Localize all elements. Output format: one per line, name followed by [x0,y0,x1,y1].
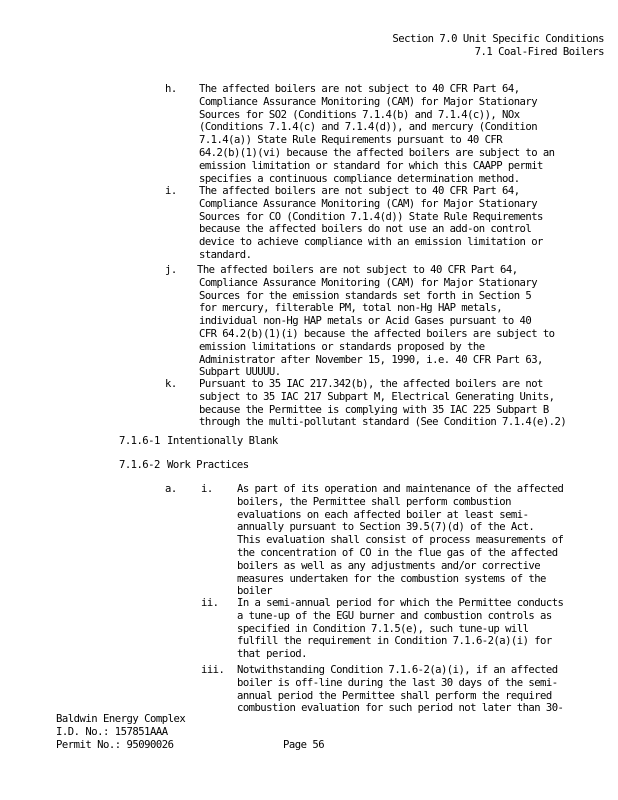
text-line: The affected boilers are not subject to 40 CFR Part 64, [197,264,518,276]
text-line: Administrator after November 15, 1990, i.e. 40 CFR Part 63, [199,353,543,366]
list-item-h [165,83,585,185]
facility-id: I.D. No.: 157851AAA [56,725,168,738]
item-text [199,378,585,429]
text-line: Compliance Assurance Monitoring (CAM) for Major Stationary [199,95,538,108]
text-line: 7.1.4(a)) State Rule Requirements pursuant to 40 CFR [199,134,503,147]
text-line: emission limitations or standards proposed by the [199,340,485,353]
item-label: k. [165,378,177,390]
text-line: because the affected boilers do not use an add-on control [199,223,532,236]
sub-item-iii [201,664,601,715]
section-title: Work Practices [167,459,249,471]
text-line: This evaluation shall consist of process measurements of [237,534,564,547]
header-subsection-title: 7.1 Coal-Fired Boilers [474,45,604,58]
text-line: through the multi-pollutant standard (See Condition 7.1.4(e).2) [199,416,567,429]
item-label: a. [165,483,177,495]
text-line: the concentration of CO in the flue gas of the affected [237,546,558,559]
text-line: boiler [237,585,272,598]
text-line: a tune-up of the EGU burner and combustion controls as [237,609,552,622]
text-line: measures undertaken for the combustion systems of the [237,572,546,585]
text-line: subject to 35 IAC 217 Subpart M, Electrical Generating Units, [199,390,555,403]
text-line: Sources for CO (Condition 7.1.4(d)) State Rule Requirements [199,210,543,223]
item-text [197,264,585,379]
text-line: Sources for the emission standards set forth in Section 5 [199,289,532,302]
item-label: h. [165,83,177,95]
sub-item-ii [201,597,601,661]
section-heading-7-1-6-1 [119,435,278,448]
text-line: boilers, the Permittee shall perform combustion [237,495,511,508]
text-line: evaluations on each affected boiler at least semi- [237,508,529,521]
text-line: (Conditions 7.1.4(c) and 7.1.4(d)), and mercury (Condition [199,121,538,134]
text-line: specifies a continuous compliance determination method. [199,172,520,185]
text-line: specified in Condition 7.1.5(e), such tune-up will [237,622,529,635]
item-label: ii. [201,597,219,609]
text-line: In a semi-annual period for which the Permittee conducts [237,597,564,609]
item-label: i. [165,185,177,197]
text-line: fulfill the requirement in Condition 7.1.6-2(a)(i) for [237,635,552,648]
facility-name: Baldwin Energy Complex [56,713,186,725]
text-line: boiler is off-line during the last 30 days of the semi- [237,676,558,689]
list-item-k [165,378,585,429]
text-line: for mercury, filterable PM, total non-Hg HAP metals, [199,302,503,315]
sub-item-i [201,483,601,598]
text-line: Compliance Assurance Monitoring (CAM) for Major Stationary [199,197,538,210]
text-line: The affected boilers are not subject to 40 CFR Part 64, [199,83,520,95]
item-text [199,83,585,185]
text-line: Pursuant to 35 IAC 217.342(b), the affected boilers are not [199,378,543,390]
text-line: device to achieve compliance with an emission limitation or [199,236,543,249]
item-label: i. [201,483,213,495]
text-line: annual period the Permittee shall perform the required [237,689,552,702]
text-line: annually pursuant to Section 39.5(7)(d) of the Act. [237,521,535,534]
section-heading-7-1-6-2 [119,459,249,472]
text-line: emission limitation or standard for which this CAAPP permit [199,159,543,172]
item-text [237,597,601,661]
text-line: combustion evaluation for such period not later than 30- [237,702,564,715]
text-line: Compliance Assurance Monitoring (CAM) for Major Stationary [199,276,538,289]
text-line: Notwithstanding Condition 7.1.6-2(a)(i), if an affected [237,664,558,676]
text-line: because the Permittee is complying with 35 IAC 225 Subpart B [199,403,549,416]
section-number: 7.1.6-2 [119,459,160,471]
text-line: boilers as well as any adjustments and/or corrective [237,559,541,572]
page-header [392,33,604,59]
item-text [199,185,585,262]
text-line: that period. [237,648,307,661]
work-practice-label-a [165,483,177,496]
text-line: Subpart UUUUU. [199,366,281,379]
text-line: Sources for SO2 (Conditions 7.1.4(b) and 7.1.4(c)), NOx [199,108,520,121]
list-item-i [165,185,585,262]
text-line: As part of its operation and maintenance of the affected [237,483,564,495]
text-line: CFR 64.2(b)(1)(i) because the affected boilers are subject to [199,327,555,340]
list-item-j [165,264,585,379]
text-line: 64.2(b)(1)(vi) because the affected boilers are subject to an [199,146,555,159]
text-line: individual non-Hg HAP metals or Acid Gases pursuant to 40 [199,315,532,328]
text-line: standard. [199,248,252,261]
permit-number: Permit No.: 95090026 [56,738,174,751]
item-label: j. [165,264,177,276]
header-section-title: Section 7.0 Unit Specific Conditions [392,33,604,45]
item-label: iii. [201,664,225,676]
page-footer [56,713,185,751]
item-text [237,483,601,598]
item-text [237,664,601,715]
section-title: Intentionally Blank [167,435,278,447]
page-number: Page 56 [283,739,325,751]
text-line: The affected boilers are not subject to 40 CFR Part 64, [199,185,520,197]
section-number: 7.1.6-1 [119,435,160,447]
